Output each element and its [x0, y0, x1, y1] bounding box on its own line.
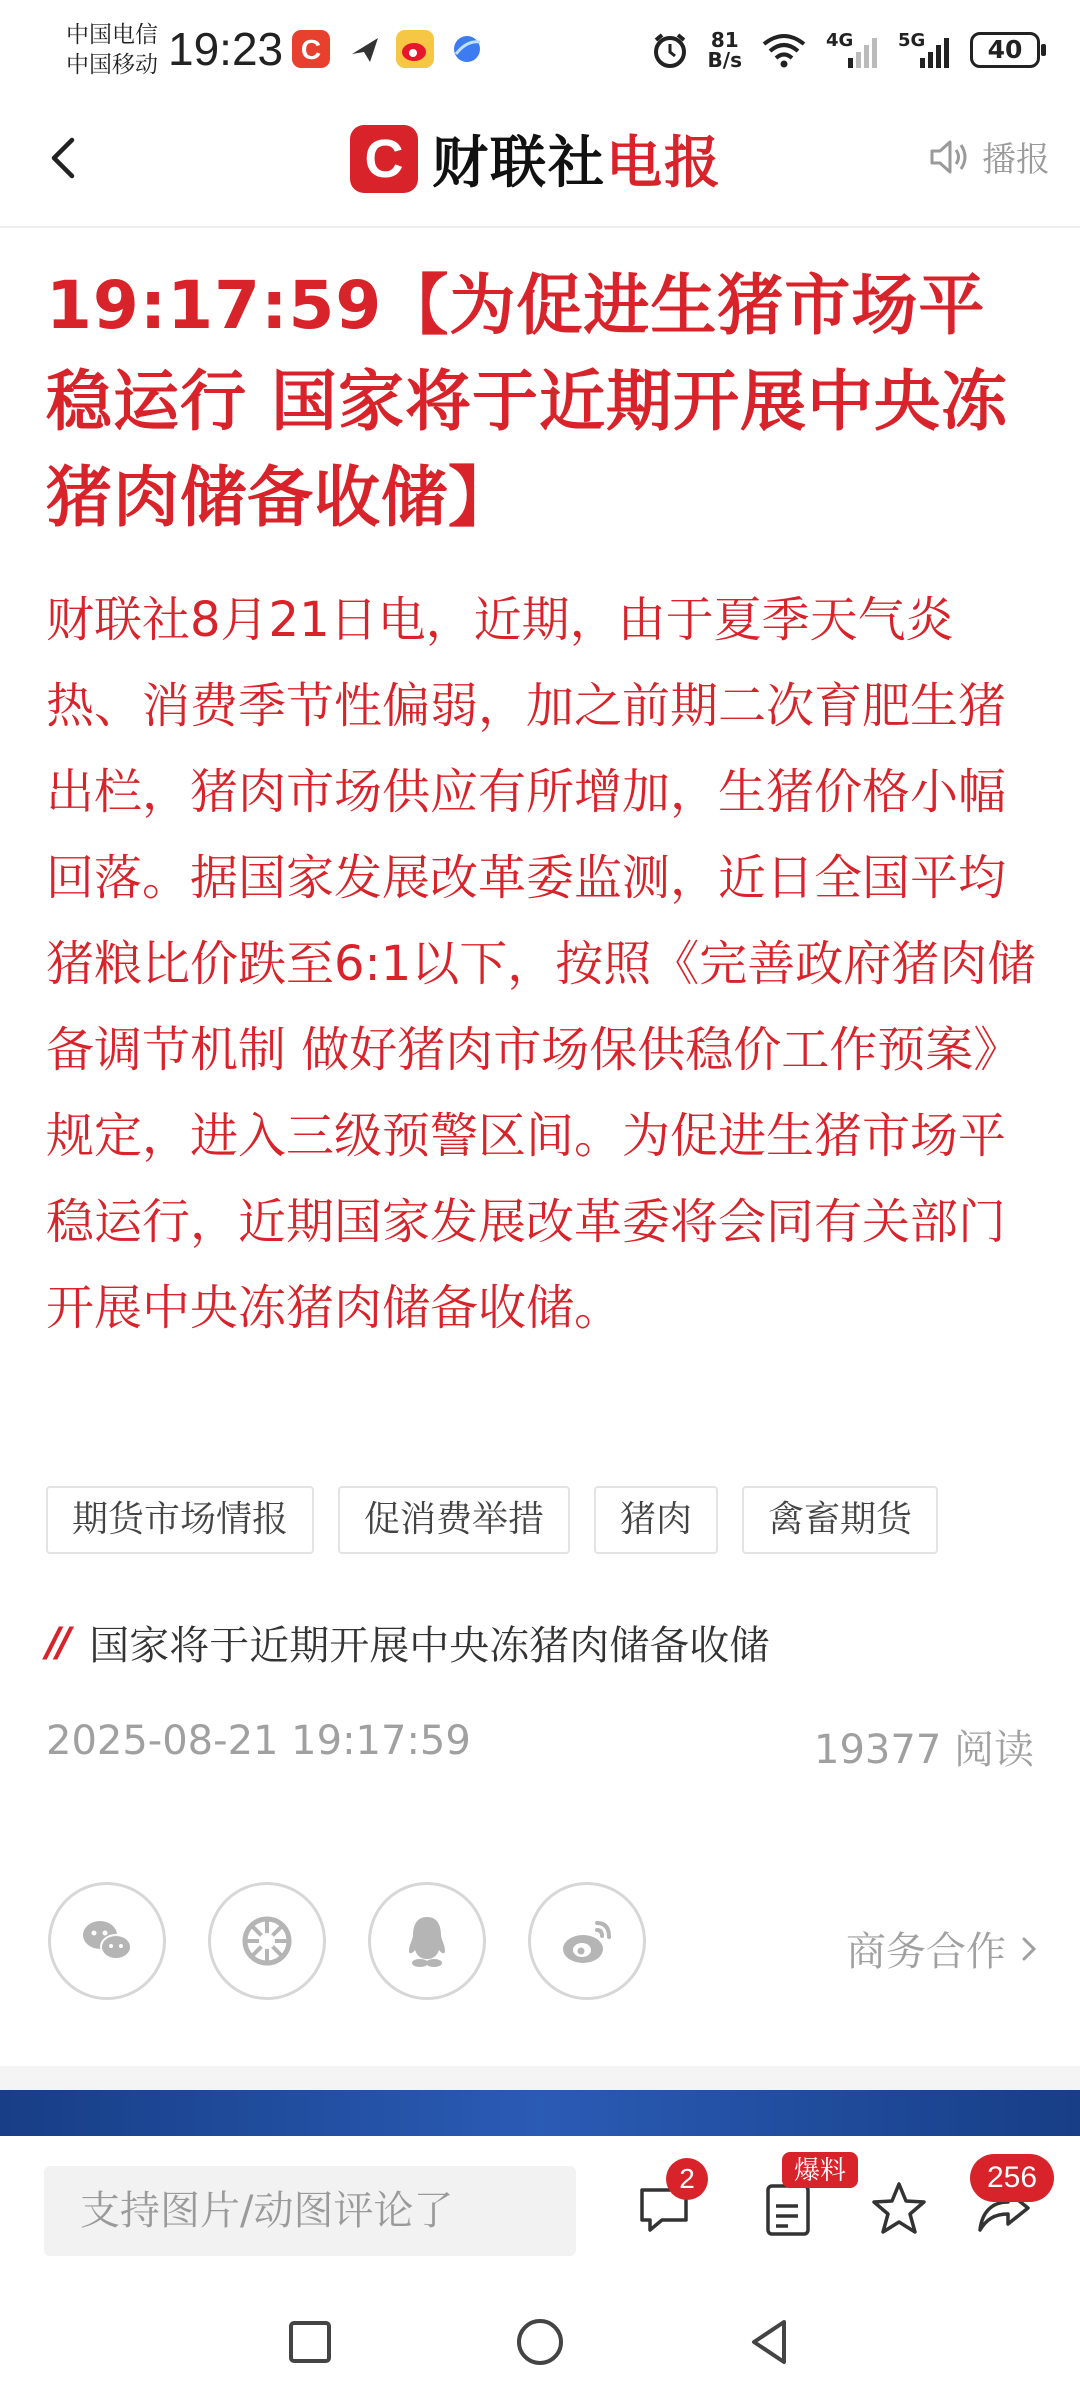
circle-icon — [512, 2314, 568, 2370]
share-qq-button[interactable] — [368, 1882, 486, 2000]
send-app-icon — [346, 30, 384, 68]
status-indicators — [650, 24, 1040, 76]
cls-app-icon — [292, 30, 330, 68]
carrier-1: 中国电信 — [66, 22, 158, 48]
browser-app-icon — [448, 30, 486, 68]
related-topic-title: 国家将于近期开展中央冻猪肉储备收储 — [89, 1623, 770, 1669]
chevron-right-icon — [1018, 1933, 1040, 1965]
carrier-2: 中国移动 — [66, 52, 158, 78]
speaker-icon — [926, 134, 972, 180]
share-row — [48, 1882, 646, 2000]
tag-consumption-measures[interactable]: 促消费举措 — [338, 1486, 570, 1554]
system-nav-bar — [0, 2284, 1080, 2400]
net-speed-unit: B/s — [707, 48, 742, 72]
signal-4g-icon — [826, 28, 880, 72]
banner-strip — [0, 2090, 1080, 2136]
recents-button[interactable] — [282, 2314, 338, 2370]
status-bar — [0, 0, 1080, 100]
svg-text:C: C — [300, 34, 322, 65]
related-topic-link[interactable] — [46, 1614, 769, 1671]
tag-futures-market[interactable]: 期货市场情报 — [46, 1486, 314, 1554]
tag-pork[interactable]: 猪肉 — [594, 1486, 718, 1554]
cls-logo-icon: C — [350, 125, 418, 193]
signal-5g-icon — [898, 28, 952, 72]
tag-list — [46, 1486, 938, 1554]
signal-1-type: 4G — [826, 30, 854, 51]
battery-indicator: 40 — [970, 32, 1040, 68]
triangle-back-icon — [742, 2314, 798, 2370]
report-button[interactable] — [758, 2155, 846, 2242]
bottom-action-bar — [0, 2136, 1080, 2284]
square-icon — [282, 2314, 338, 2370]
net-speed-value: 81 — [710, 28, 739, 52]
status-time: 19:23 — [168, 23, 284, 75]
alarm-icon — [650, 30, 690, 70]
net-speed — [708, 30, 742, 70]
signal-2-type: 5G — [898, 30, 926, 51]
wifi-icon — [760, 30, 808, 70]
nav-back-button[interactable] — [742, 2314, 798, 2370]
article-datetime: 2025-08-21 19:17:59 — [46, 1718, 471, 1764]
topic-slash-icon: // — [46, 1619, 68, 1666]
cls-telegraph-logo — [350, 118, 722, 200]
logo-text-red: 电报 — [606, 131, 722, 196]
share-moments-button[interactable] — [208, 1882, 326, 2000]
back-button[interactable] — [38, 128, 98, 188]
wechat-icon — [75, 1909, 139, 1973]
moments-icon — [235, 1909, 299, 1973]
share-weibo-button[interactable] — [528, 1882, 646, 2000]
business-cooperation-label: 商务合作 — [846, 1929, 1006, 1975]
business-cooperation-link[interactable] — [846, 1920, 1040, 1977]
home-button[interactable] — [512, 2314, 568, 2370]
tag-livestock-futures[interactable]: 禽畜期货 — [742, 1486, 938, 1554]
weibo-app-icon — [396, 30, 434, 68]
chevron-left-icon — [38, 128, 98, 188]
carrier-labels — [66, 20, 158, 80]
report-badge: 爆料 — [782, 2152, 858, 2188]
comments-button[interactable] — [632, 2163, 698, 2242]
weibo-icon — [555, 1909, 619, 1973]
favorite-button[interactable] — [866, 2176, 932, 2242]
share-count-badge: 256 — [970, 2154, 1054, 2202]
logo-wordmark — [432, 119, 722, 199]
comment-input[interactable] — [44, 2166, 576, 2256]
broadcast-label: 播报 — [982, 140, 1050, 180]
broadcast-button[interactable] — [926, 132, 1050, 181]
section-separator — [0, 2066, 1080, 2090]
comment-count-badge: 2 — [666, 2158, 708, 2200]
share-wechat-button[interactable] — [48, 1882, 166, 2000]
article-headline: 19:17:59【为促进生猪市场平稳运行 国家将于近期开展中央冻猪肉储备收储】 — [46, 267, 1008, 536]
qq-icon — [395, 1909, 459, 1973]
top-nav-bar — [0, 100, 1080, 228]
share-button[interactable] — [972, 2161, 1038, 2242]
star-icon — [866, 2176, 932, 2242]
logo-text-black: 财联社 — [432, 131, 606, 196]
read-count: 19377 阅读 — [814, 1727, 1034, 1773]
article-body: 财联社8月21日电，近期，由于夏季天气炎热、消费季节性偏弱，加之前期二次育肥生猪出栏，猪肉市场供应有所增加，生猪价格小幅回落。据国家发展改革委监测，近日全国平均猪粮比价跌至6:1以下，按照《完善政府猪肉储备调节机制 做好猪肉市场保供稳价工作预案》规定，进入三级预警区间。为促进生猪市场平稳运行，近期国家发展改革委将会同有关部门开展中央冻猪肉储备收储。 — [46, 592, 1036, 1336]
